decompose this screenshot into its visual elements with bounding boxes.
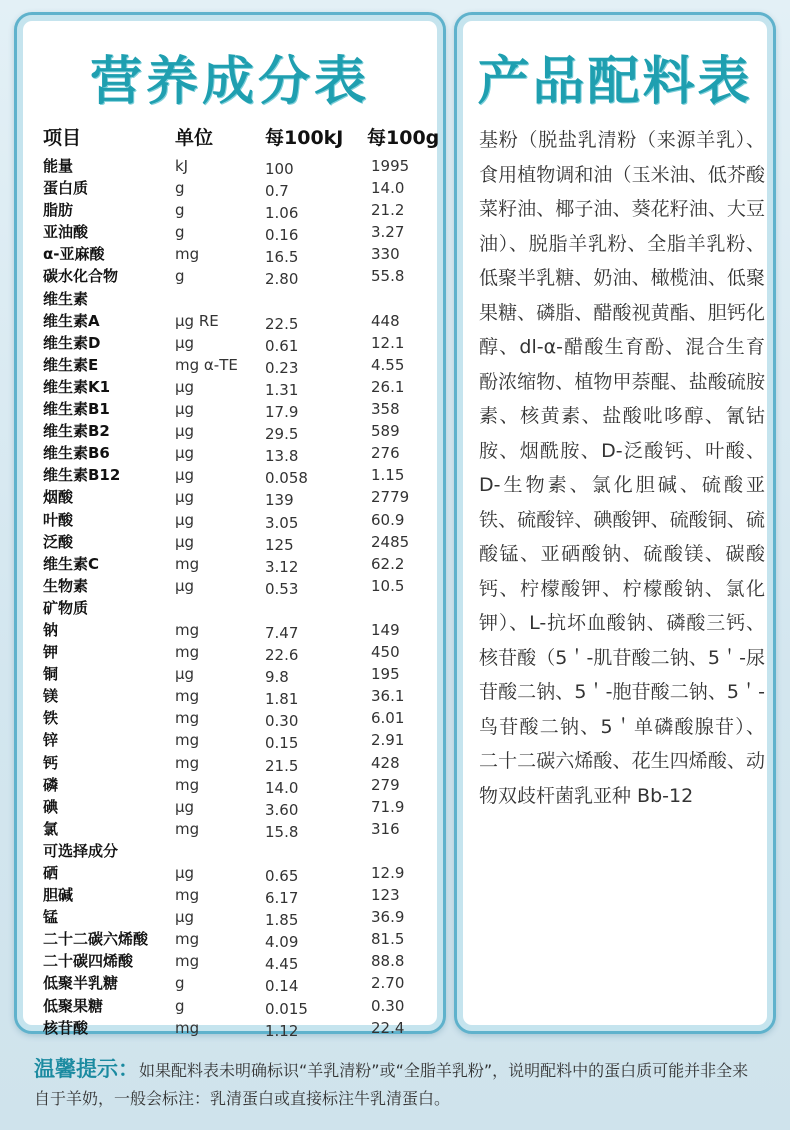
table-row: [43, 464, 443, 486]
nutrient-name: 铁: [43, 709, 59, 728]
value-per-100kj: 139: [265, 491, 294, 510]
nutrient-name: 可选择成分: [43, 841, 119, 860]
nutrient-name: 生物素: [43, 576, 89, 595]
value-per-100kj: 1.12: [265, 1021, 299, 1040]
value-per-100kj: 0.7: [265, 182, 289, 201]
table-row: [43, 288, 443, 310]
value-per-100g: 1995: [371, 157, 410, 175]
nutrient-name: 铜: [43, 665, 59, 684]
table-row: [43, 619, 443, 641]
table-row: [43, 928, 443, 950]
nutrient-unit: μg: [175, 444, 195, 463]
header-per-100kj: 每100kJ: [265, 127, 344, 149]
ingredients-text: 基粉（脱盐乳清粉（来源羊乳）、食用植物调和油（玉米油、低芥酸菜籽油、椰子油、葵花籽油、大豆油）、脱脂羊乳粉、全脂羊乳粉、低聚半乳糖、奶油、橄榄油、低聚果糖、磷脂、醋酸视黄酯、胆钙化醇、dl-α-醋酸生育酚、混合生育酚浓缩物、植物甲萘醌、盐酸硫胺素、核黄素、盐酸吡哆醇、氰钴胺、烟酰胺、D-泛酸钙、叶酸、D-生物素、氯化胆碱、硫酸亚铁、硫酸锌、碘酸钾、硫酸铜、硫酸锰、亚硒酸钠、硫酸镁、碳酸钙、柠檬酸钾、柠檬酸钠、氯化钾）、L-抗坏血酸钠、磷酸三钙、核苷酸（5＇-肌苷酸二钠、5＇-尿苷酸二钠、5＇-胞苷酸二钠、5＇-鸟苷酸二钠、5＇单磷酸腺苷）、二十二碳六烯酸、花生四烯酸、动物双歧杆菌乳亚种 Bb-12: [479, 129, 765, 807]
nutrient-name: 维生素B6: [43, 444, 110, 463]
nutrient-unit: mg: [175, 753, 200, 772]
header-item: 项目: [43, 127, 82, 149]
value-per-100kj: 29.5: [265, 425, 299, 444]
table-row: [43, 906, 443, 928]
value-per-100g: 2.91: [371, 731, 405, 750]
value-per-100g: 71.9: [371, 797, 405, 816]
value-per-100kj: 1.85: [265, 911, 299, 930]
nutrient-name: 脂肪: [43, 201, 74, 220]
table-row: [43, 729, 443, 751]
nutrient-unit: g: [175, 996, 185, 1015]
nutrient-unit: mg: [175, 952, 200, 971]
ingredients-title: 产品配料表: [477, 52, 753, 112]
nutrient-name: 维生素C: [43, 554, 100, 573]
table-row: [43, 376, 443, 398]
table-row: [43, 310, 443, 332]
table-row: [43, 509, 443, 531]
table-row: [43, 796, 443, 818]
nutrient-name: 硒: [43, 864, 59, 882]
nutrient-name: α-亚麻酸: [43, 245, 105, 264]
tip-text: 如果配料表未明确标识“羊乳清粉”或“全脂羊乳粉”，说明配料中的蛋白质可能并非全来自于羊奶，一般会标注：乳清蛋白或直接标注牛乳清蛋白。: [34, 1061, 749, 1108]
value-per-100kj: 0.15: [265, 734, 299, 753]
table-row: [43, 575, 443, 597]
nutrient-unit: μg: [175, 422, 195, 441]
value-per-100kj: 0.058: [265, 469, 308, 488]
value-per-100kj: 1.31: [265, 380, 299, 399]
value-per-100g: 10.5: [371, 576, 405, 595]
nutrient-unit: g: [175, 223, 185, 242]
value-per-100kj: 0.30: [265, 712, 299, 731]
table-row: [43, 774, 443, 796]
ingredients-panel: [454, 12, 776, 1034]
value-per-100kj: 22.5: [265, 314, 299, 333]
tip-label: 温馨提示：: [34, 1057, 139, 1081]
value-per-100kj: 0.16: [265, 226, 299, 245]
nutrient-name: 胆碱: [43, 886, 74, 905]
table-row: [43, 354, 443, 376]
nutrient-unit: mg α-TE: [175, 355, 238, 374]
value-per-100kj: 17.9: [265, 403, 299, 422]
value-per-100kj: 4.45: [265, 955, 299, 974]
nutrient-name: 低聚半乳糖: [43, 974, 119, 993]
value-per-100kj: 13.8: [265, 447, 299, 466]
value-per-100kj: 0.61: [265, 336, 299, 355]
value-per-100g: 22.4: [371, 1018, 405, 1037]
value-per-100g: 2.70: [371, 974, 405, 993]
value-per-100g: 12.9: [371, 864, 405, 882]
value-per-100g: 81.5: [371, 930, 405, 949]
table-row: [43, 221, 443, 243]
nutrient-unit: μg: [175, 333, 195, 352]
table-row: [43, 641, 443, 663]
nutrient-unit: mg: [175, 709, 200, 728]
value-per-100g: 36.9: [371, 908, 405, 927]
nutrient-name: 氯: [43, 819, 59, 838]
nutrient-name: 维生素: [43, 289, 89, 308]
nutrition-table-header: [43, 123, 443, 147]
table-row: [43, 752, 443, 774]
table-row: [43, 972, 443, 994]
nutrient-unit: mg: [175, 775, 200, 794]
nutrient-name: 低聚果糖: [43, 996, 104, 1015]
nutrient-name: 能量: [43, 157, 74, 175]
header-per-100g: 每100g: [367, 127, 440, 149]
nutrient-name: 维生素B12: [43, 466, 121, 485]
value-per-100g: 26.1: [371, 377, 405, 396]
nutrient-unit: μg: [175, 864, 195, 882]
table-row: [43, 818, 443, 840]
value-per-100kj: 21.5: [265, 756, 299, 775]
table-row: [43, 265, 443, 287]
nutrient-unit: g: [175, 201, 185, 220]
table-row: [43, 685, 443, 707]
value-per-100kj: 6.17: [265, 889, 299, 908]
nutrient-unit: μg: [175, 488, 195, 507]
table-row: [43, 597, 443, 619]
value-per-100kj: 3.05: [265, 513, 299, 532]
value-per-100kj: 125: [265, 535, 294, 554]
nutrient-unit: mg: [175, 643, 200, 662]
value-per-100g: 36.1: [371, 687, 405, 706]
value-per-100g: 123: [371, 886, 400, 905]
nutrient-unit: mg: [175, 245, 200, 264]
value-per-100g: 2779: [371, 488, 410, 507]
table-row: [43, 332, 443, 354]
value-per-100kj: 0.53: [265, 579, 299, 598]
value-per-100g: 589: [371, 422, 400, 441]
nutrient-unit: g: [175, 974, 185, 993]
nutrient-name: 蛋白质: [43, 179, 89, 198]
value-per-100g: 12.1: [371, 333, 405, 352]
nutrient-name: 叶酸: [43, 510, 74, 529]
nutrient-unit: μg: [175, 797, 195, 816]
nutrient-name: 维生素B1: [43, 400, 110, 419]
table-row: [43, 442, 443, 464]
nutrient-name: 镁: [43, 687, 59, 706]
value-per-100kj: 0.14: [265, 977, 299, 996]
value-per-100g: 279: [371, 775, 400, 794]
value-per-100g: 3.27: [371, 223, 405, 242]
value-per-100g: 149: [371, 620, 400, 639]
value-per-100kj: 2.80: [265, 270, 299, 289]
value-per-100kj: 1.81: [265, 690, 299, 709]
nutrient-name: 亚油酸: [43, 223, 89, 242]
nutrient-unit: mg: [175, 930, 200, 949]
value-per-100g: 62.2: [371, 554, 405, 573]
nutrition-panel: [14, 12, 446, 1040]
value-per-100g: 88.8: [371, 952, 405, 971]
nutrient-unit: μg: [175, 400, 195, 419]
value-per-100g: 55.8: [371, 267, 405, 286]
value-per-100g: 4.55: [371, 355, 405, 374]
nutrition-table-body: [43, 155, 443, 1039]
value-per-100kj: 16.5: [265, 248, 299, 267]
value-per-100g: 330: [371, 245, 400, 264]
nutrient-unit: mg: [175, 819, 200, 838]
table-row: [43, 707, 443, 729]
nutrient-unit: μg: [175, 510, 195, 529]
nutrient-name: 碘: [43, 797, 59, 816]
nutrient-name: 维生素D: [43, 333, 101, 352]
table-row: [43, 663, 443, 685]
nutrient-unit: mg: [175, 687, 200, 706]
value-per-100g: 14.0: [371, 179, 405, 198]
value-per-100kj: 14.0: [265, 778, 299, 797]
nutrient-name: 碳水化合物: [43, 267, 119, 286]
value-per-100kj: 0.015: [265, 999, 308, 1018]
value-per-100g: 195: [371, 665, 400, 684]
nutrient-unit: mg: [175, 731, 200, 750]
value-per-100g: 358: [371, 400, 400, 419]
table-row: [43, 553, 443, 575]
value-per-100kj: 7.47: [265, 623, 299, 642]
value-per-100kj: 9.8: [265, 668, 289, 687]
nutrient-name: 维生素K1: [43, 377, 111, 396]
value-per-100kj: 15.8: [265, 822, 299, 841]
table-row: [43, 862, 443, 884]
table-row: [43, 884, 443, 906]
value-per-100g: 60.9: [371, 510, 405, 529]
value-per-100g: 2485: [371, 532, 410, 551]
nutrient-name: 核苷酸: [43, 1018, 89, 1037]
nutrition-title: 营养成分表: [89, 52, 370, 112]
value-per-100kj: 3.60: [265, 800, 299, 819]
nutrient-name: 维生素A: [43, 311, 100, 330]
nutrient-name: 钙: [43, 753, 59, 772]
table-row: [43, 531, 443, 553]
value-per-100g: 316: [371, 819, 400, 838]
nutrient-unit: μg: [175, 665, 195, 684]
nutrient-unit: μg: [175, 576, 195, 595]
nutrient-unit: g: [175, 179, 185, 198]
table-row: [43, 155, 443, 177]
nutrient-name: 烟酸: [43, 488, 74, 507]
value-per-100g: 450: [371, 643, 400, 662]
value-per-100kj: 3.12: [265, 557, 299, 576]
nutrient-unit: μg RE: [175, 311, 219, 330]
value-per-100g: 448: [371, 311, 400, 330]
table-row: [43, 420, 443, 442]
nutrient-name: 矿物质: [43, 598, 89, 617]
table-row: [43, 199, 443, 221]
nutrient-name: 锌: [43, 731, 59, 750]
nutrient-unit: mg: [175, 554, 200, 573]
value-per-100g: 1.15: [371, 466, 405, 485]
table-row: [43, 995, 443, 1017]
nutrient-unit: μg: [175, 908, 195, 927]
value-per-100kj: 0.23: [265, 358, 299, 377]
nutrient-unit: μg: [175, 532, 195, 551]
nutrient-name: 磷: [43, 775, 59, 794]
value-per-100kj: 4.09: [265, 933, 299, 952]
nutrient-unit: μg: [175, 377, 195, 396]
nutrient-unit: mg: [175, 1018, 200, 1037]
table-row: [43, 1017, 443, 1039]
nutrient-unit: μg: [175, 466, 195, 485]
table-row: [43, 398, 443, 420]
nutrient-name: 维生素E: [43, 355, 99, 374]
nutrient-name: 二十二碳六烯酸: [43, 930, 149, 949]
table-row: [43, 177, 443, 199]
nutrient-unit: mg: [175, 886, 200, 905]
value-per-100g: 0.30: [371, 996, 405, 1015]
table-row: [43, 840, 443, 862]
nutrient-name: 二十碳四烯酸: [43, 952, 134, 971]
nutrient-name: 泛酸: [43, 532, 74, 551]
header-unit: 单位: [175, 127, 214, 149]
value-per-100kj: 100: [265, 160, 294, 178]
nutrient-name: 维生素B2: [43, 422, 110, 441]
table-row: [43, 950, 443, 972]
nutrient-name: 钾: [43, 643, 59, 662]
value-per-100g: 428: [371, 753, 400, 772]
table-row: [43, 486, 443, 508]
nutrient-unit: g: [175, 267, 185, 286]
value-per-100kj: 22.6: [265, 646, 299, 665]
value-per-100kj: 0.65: [265, 867, 299, 885]
nutrient-name: 钠: [43, 620, 59, 639]
nutrient-unit: mg: [175, 620, 200, 639]
nutrient-unit: kJ: [175, 157, 189, 175]
table-row: [43, 243, 443, 265]
tip-note: [34, 1055, 764, 1113]
value-per-100g: 6.01: [371, 709, 405, 728]
value-per-100g: 276: [371, 444, 400, 463]
value-per-100g: 21.2: [371, 201, 405, 220]
nutrient-name: 锰: [43, 908, 59, 927]
value-per-100kj: 1.06: [265, 204, 299, 223]
